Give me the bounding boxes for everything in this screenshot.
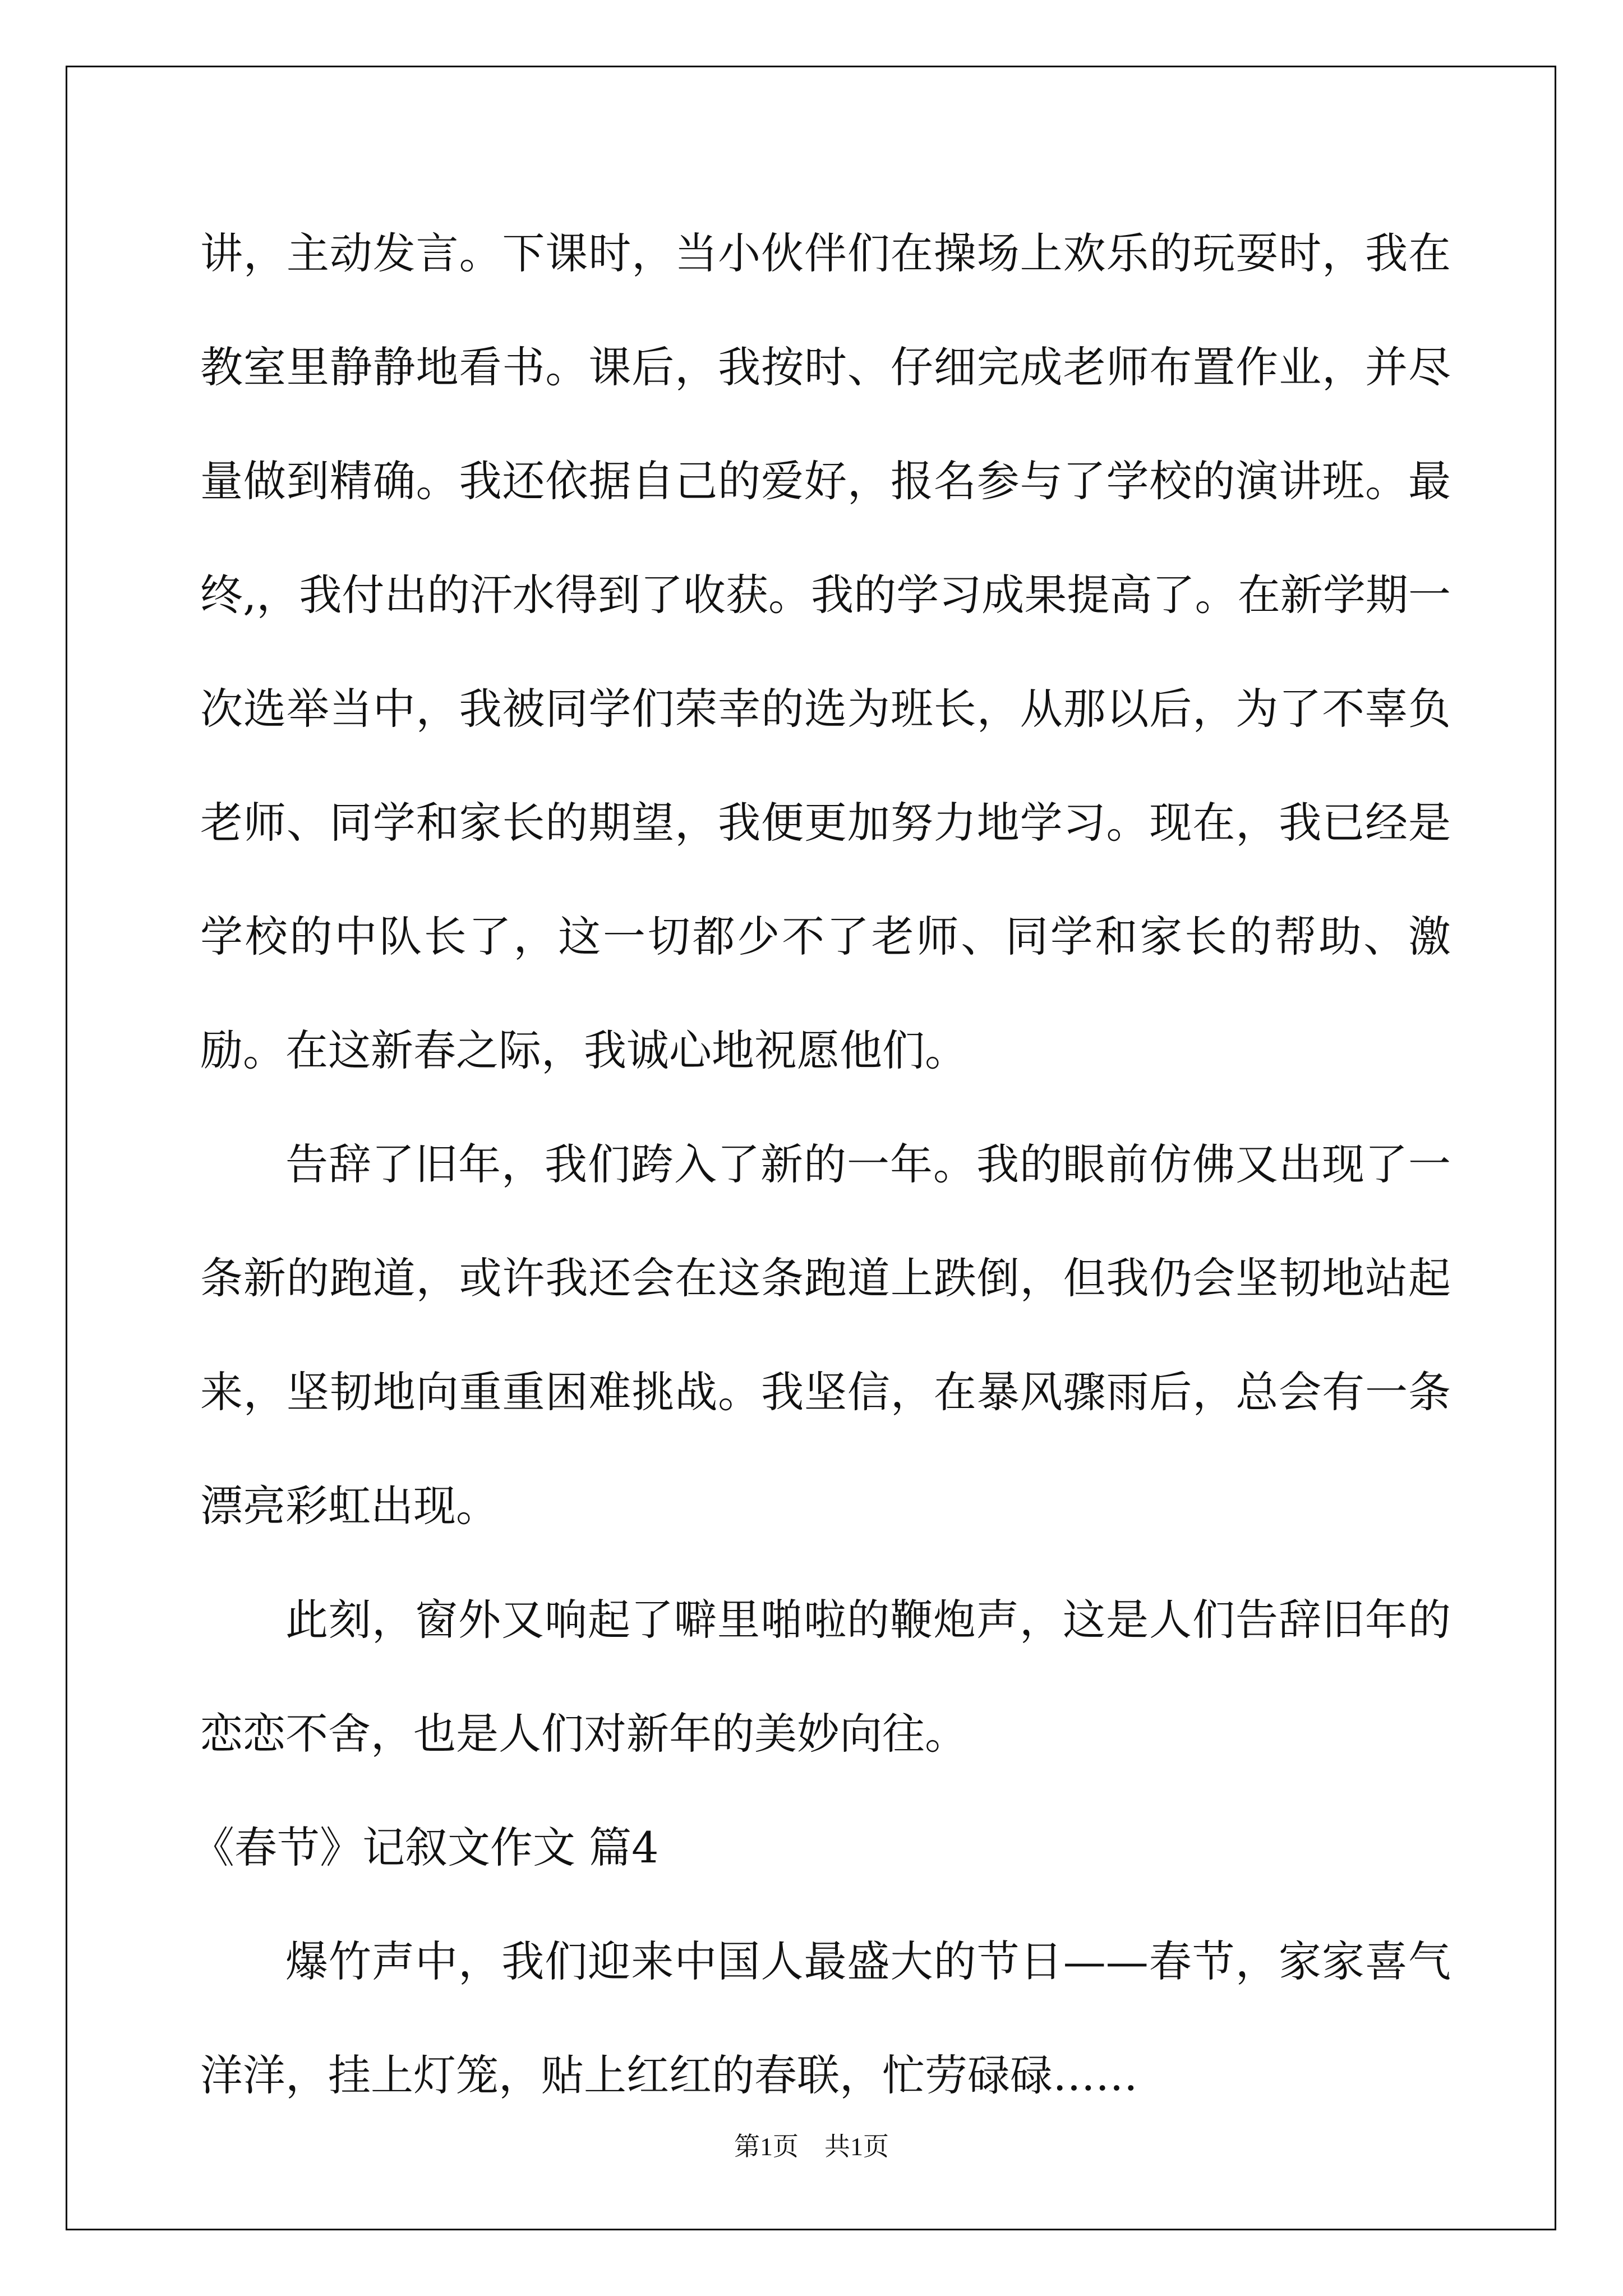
paragraph-new-year: 告辞了旧年，我们跨入了新的一年。我的眼前仿佛又出现了一条新的跑道，或许我还会在这条跑道上跌倒，但我仍会坚韧地站起来，坚韧地向重重困难挑战。我坚信，在暴风骤雨后，总会有一条漂亮彩虹出现。	[200, 1139, 1451, 1531]
page-number: 第1页	[734, 2132, 799, 2161]
page-footer	[0, 2126, 1623, 2163]
document-body	[192, 196, 1451, 2132]
page-total: 共1页	[824, 2132, 889, 2161]
paragraph-continuation: 讲，主动发言。下课时，当小伙伴们在操场上欢乐的玩耍时，我在教室里静静地看书。课后，我按时、仔细完成老师布置作业，并尽量做到精确。我还依据自己的爱好，报名参与了学校的演讲班。最终,，我付出的汗水得到了收获。我的学习成果提高了。在新学期一次选举当中，我被同学们荣幸的选为班长，从那以后，为了不辜负老师、同学和家长的期望，我便更加努力地学习。现在，我已经是学校的中队长了，这一切都少不了老师、同学和家长的帮助、激励。在这新春之际，我诚心地祝愿他们。	[200, 228, 1451, 1075]
section-heading: 《春节》记叙文作文 篇4	[192, 1823, 659, 1872]
paragraph-spring-festival: 爆竹声中，我们迎来中国人最盛大的节日——春节，家家喜气洋洋，挂上灯笼，贴上红红的春联，忙劳碌碌……	[200, 1936, 1451, 2100]
paragraph-firecrackers: 此刻，窗外又响起了噼里啪啦的鞭炮声，这是人们告辞旧年的恋恋不舍，也是人们对新年的美妙向往。	[200, 1595, 1451, 1759]
